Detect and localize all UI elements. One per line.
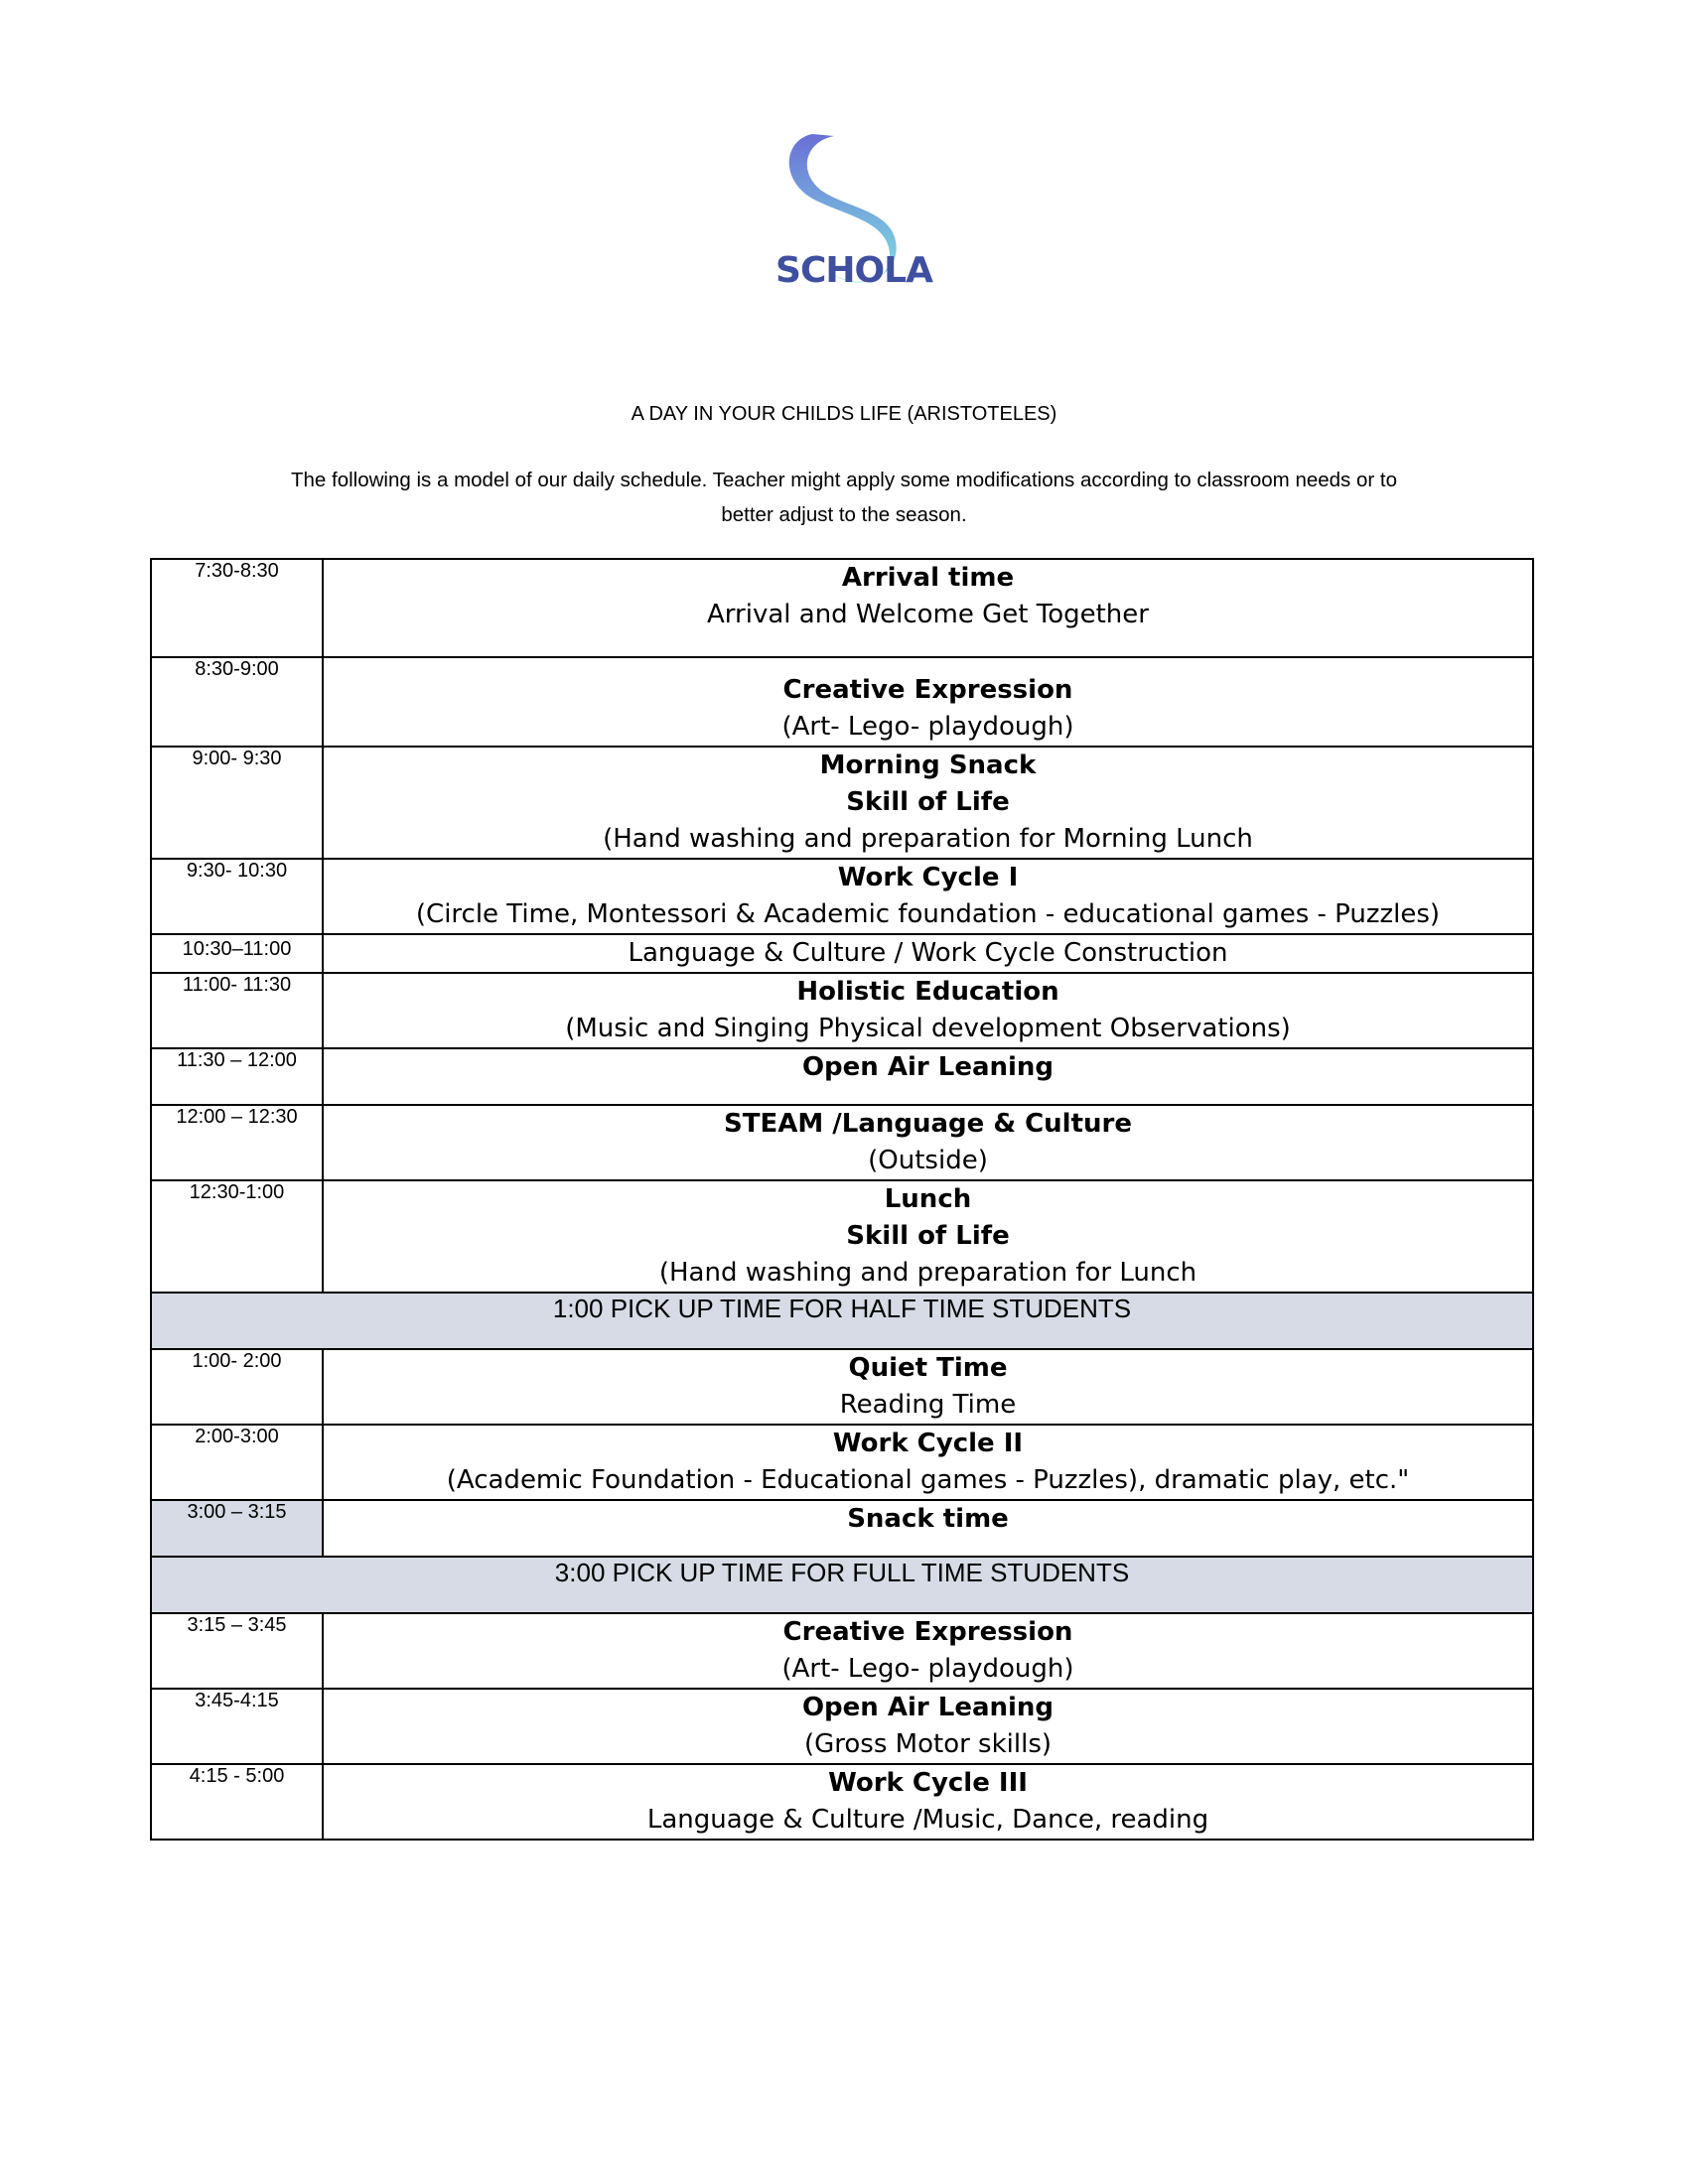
time-cell: 3:45-4:15 bbox=[151, 1689, 323, 1764]
time-cell: 2:00-3:00 bbox=[151, 1425, 323, 1500]
activity-cell bbox=[323, 1105, 1533, 1180]
intro-line: The following is a model of our daily schedule. Teacher might apply some modifications according to classroom needs or to bbox=[290, 469, 1398, 491]
schedule-row bbox=[151, 1500, 1533, 1557]
activity-subheading: Skill of Life bbox=[846, 1221, 1010, 1251]
activity-detail: (Art- Lego- playdough) bbox=[781, 712, 1074, 742]
activity-cell bbox=[323, 747, 1533, 859]
activity-detail: Language & Culture /Music, Dance, reading bbox=[646, 1805, 1209, 1835]
activity-detail: (Hand washing and preparation for Lunch bbox=[658, 1258, 1197, 1288]
activity-cell bbox=[323, 1613, 1533, 1689]
activity-detail: Language & Culture / Work Cycle Construction bbox=[628, 938, 1228, 968]
activity-detail: (Art- Lego- playdough) bbox=[781, 1654, 1074, 1684]
activity-heading: Work Cycle II bbox=[832, 1429, 1024, 1458]
time-cell: 11:30 – 12:00 bbox=[151, 1048, 323, 1105]
time-cell: 12:00 – 12:30 bbox=[151, 1105, 323, 1180]
time-cell: 10:30–11:00 bbox=[151, 934, 323, 973]
intro-text bbox=[209, 463, 1479, 532]
schedule-row bbox=[151, 1180, 1533, 1293]
time-cell: 3:15 – 3:45 bbox=[151, 1613, 323, 1689]
schedule-row bbox=[151, 1764, 1533, 1840]
schedule-row bbox=[151, 1105, 1533, 1180]
schedule-row bbox=[151, 1048, 1533, 1105]
activity-cell bbox=[323, 1180, 1533, 1293]
activity-cell bbox=[323, 1425, 1533, 1500]
activity-cell bbox=[323, 934, 1533, 973]
activity-heading: Lunch bbox=[884, 1184, 972, 1214]
time-cell: 3:00 – 3:15 bbox=[151, 1500, 323, 1557]
time-cell: 1:00- 2:00 bbox=[151, 1349, 323, 1425]
activity-heading: Work Cycle I bbox=[837, 863, 1019, 892]
schedule-row bbox=[151, 1613, 1533, 1689]
intro-line: better adjust to the season. bbox=[721, 503, 967, 526]
activity-detail: (Music and Singing Physical development Observations) bbox=[565, 1014, 1291, 1043]
activity-cell bbox=[323, 657, 1533, 747]
activity-heading: STEAM /Language & Culture bbox=[724, 1109, 1132, 1139]
activity-detail: (Outside) bbox=[868, 1146, 988, 1175]
activity-cell bbox=[323, 559, 1533, 657]
pickup-row bbox=[151, 1557, 1533, 1613]
activity-heading: Morning Snack bbox=[819, 751, 1037, 780]
time-cell: 12:30-1:00 bbox=[151, 1180, 323, 1293]
time-cell: 9:30- 10:30 bbox=[151, 859, 323, 934]
activity-heading: Creative Expression bbox=[782, 1617, 1073, 1647]
activity-heading: Holistic Education bbox=[796, 977, 1059, 1007]
schedule-row bbox=[151, 747, 1533, 859]
pickup-banner: 3:00 PICK UP TIME FOR FULL TIME STUDENTS bbox=[151, 1557, 1533, 1613]
activity-cell bbox=[323, 1764, 1533, 1840]
activity-heading: Open Air Leaning bbox=[801, 1693, 1055, 1722]
activity-heading: Work Cycle III bbox=[828, 1768, 1028, 1798]
activity-subheading: Skill of Life bbox=[846, 787, 1010, 817]
time-cell: 9:00- 9:30 bbox=[151, 747, 323, 859]
time-cell: 11:00- 11:30 bbox=[151, 973, 323, 1048]
time-cell: 8:30-9:00 bbox=[151, 657, 323, 747]
time-cell: 7:30-8:30 bbox=[151, 559, 323, 657]
schedule-table bbox=[150, 558, 1534, 1841]
pickup-banner: 1:00 PICK UP TIME FOR HALF TIME STUDENTS bbox=[151, 1293, 1533, 1349]
schedule-row bbox=[151, 1689, 1533, 1764]
activity-detail: (Circle Time, Montessori & Academic foundation - educational games - Puzzles) bbox=[415, 899, 1441, 929]
activity-cell bbox=[323, 973, 1533, 1048]
activity-heading: Quiet Time bbox=[848, 1353, 1008, 1383]
activity-detail: Reading Time bbox=[839, 1390, 1017, 1420]
activity-cell bbox=[323, 1500, 1533, 1557]
pickup-row bbox=[151, 1293, 1533, 1349]
schedule-row bbox=[151, 973, 1533, 1048]
activity-cell bbox=[323, 859, 1533, 934]
activity-heading: Open Air Leaning bbox=[801, 1052, 1055, 1082]
activity-heading: Snack time bbox=[847, 1504, 1009, 1534]
page-title: A DAY IN YOUR CHILDS LIFE (ARISTOTELES) bbox=[631, 403, 1057, 425]
activity-heading: Arrival time bbox=[841, 563, 1015, 593]
activity-detail: (Academic Foundation - Educational games - Puzzles), dramatic play, etc." bbox=[446, 1465, 1410, 1495]
schedule-row bbox=[151, 934, 1533, 973]
schedule-row bbox=[151, 657, 1533, 747]
activity-detail: (Gross Motor skills) bbox=[803, 1729, 1053, 1759]
activity-detail: Arrival and Welcome Get Together bbox=[707, 600, 1149, 629]
activity-cell bbox=[323, 1349, 1533, 1425]
activity-cell bbox=[323, 1048, 1533, 1105]
schedule-row bbox=[151, 1425, 1533, 1500]
activity-detail: (Hand washing and preparation for Morning Lunch bbox=[603, 824, 1253, 854]
activity-cell bbox=[323, 1689, 1533, 1764]
time-cell: 4:15 - 5:00 bbox=[151, 1764, 323, 1840]
schedule-row bbox=[151, 859, 1533, 934]
schedule-row bbox=[151, 559, 1533, 657]
activity-heading: Creative Expression bbox=[782, 675, 1073, 705]
schola-logo-text: SCHOLA bbox=[775, 250, 932, 291]
schedule-row bbox=[151, 1349, 1533, 1425]
